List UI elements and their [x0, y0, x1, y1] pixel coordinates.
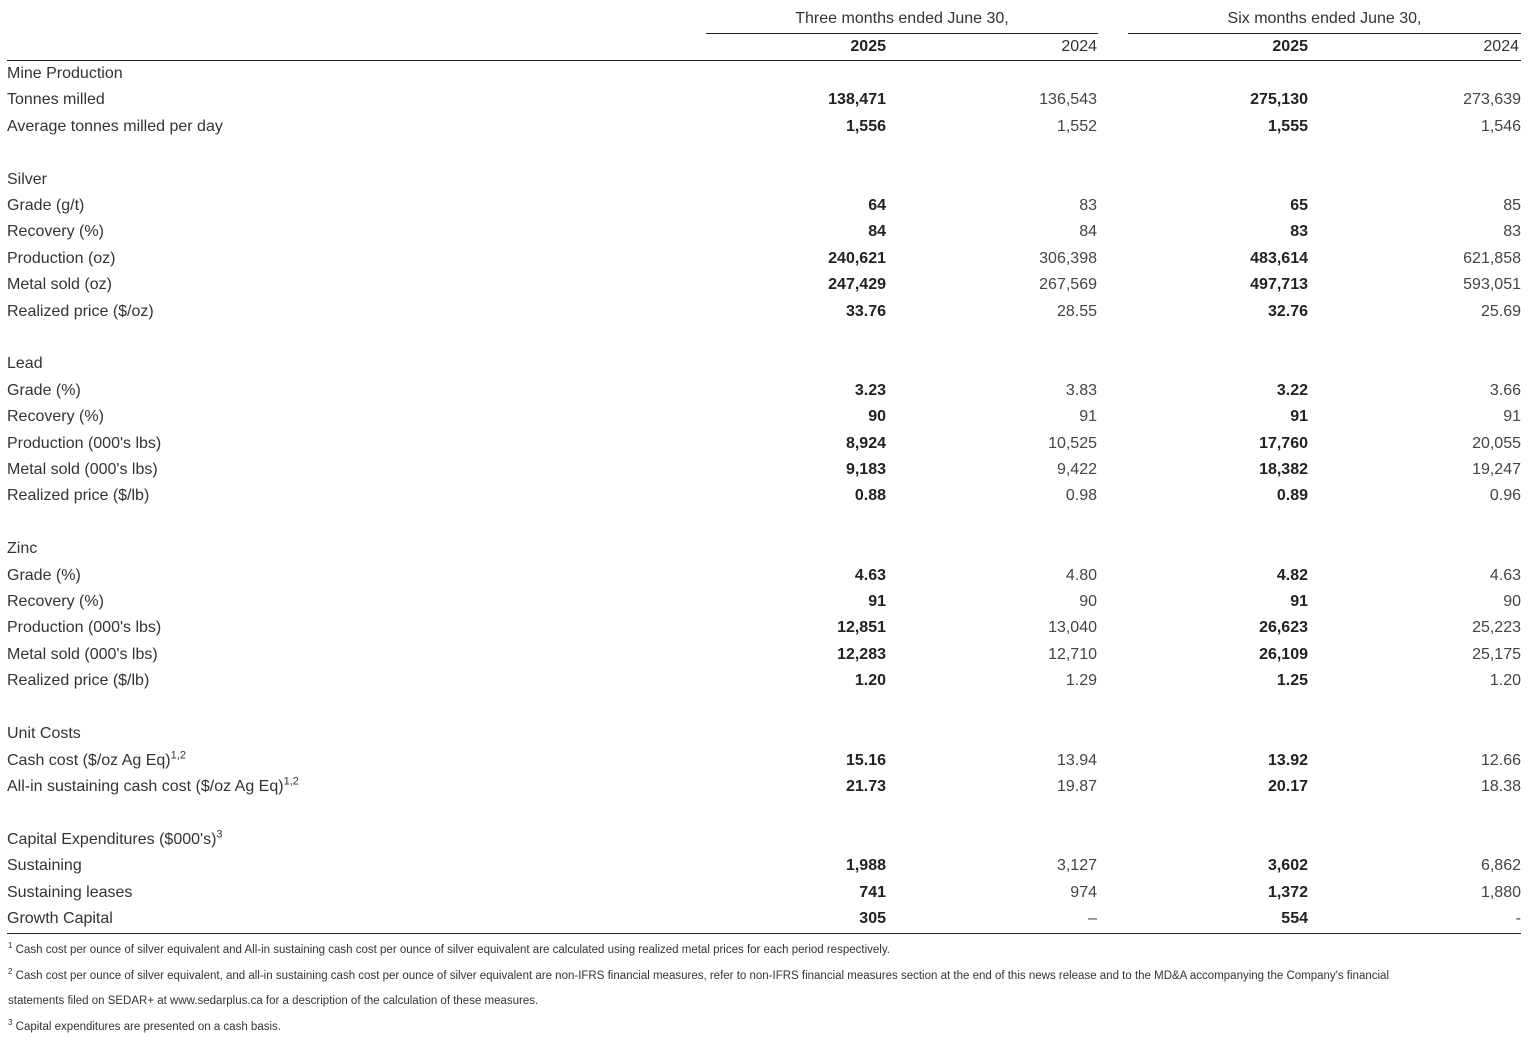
row-label-text: Recovery (%) — [7, 593, 104, 611]
value-h-2025: 4.82 — [1276, 566, 1308, 584]
value-q-2024: 19.87 — [1056, 777, 1097, 795]
table-row — [7, 589, 1521, 615]
value-h-2025: 13.92 — [1267, 751, 1308, 769]
footnote-text: Capital expenditures are presented on a cash basis. — [15, 1021, 281, 1033]
value-h-2025: 1,555 — [1267, 117, 1308, 135]
value-h-2024: - — [1515, 909, 1521, 927]
row-label-text: Average tonnes milled per day — [7, 117, 223, 135]
value-h-2025: 483,614 — [1250, 249, 1308, 267]
value-h-2024: 273,639 — [1463, 91, 1521, 109]
section-header-row — [7, 721, 1521, 747]
row-label-text: Recovery (%) — [7, 408, 104, 426]
section-label — [7, 536, 1521, 562]
section-label — [7, 827, 1521, 853]
header-six-months-rule — [1128, 33, 1521, 34]
table-row — [7, 668, 1521, 694]
row-label-text: Cash cost ($/oz Ag Eq) — [7, 751, 171, 769]
value-h-2025: 91 — [1290, 593, 1308, 611]
value-h-2025: 1,372 — [1267, 883, 1308, 901]
value-q-2025: 84 — [868, 223, 886, 241]
footnote-2 — [8, 967, 1389, 982]
row-label-text: Metal sold (oz) — [7, 276, 112, 294]
spacer-cell — [7, 510, 1521, 536]
row-label-text: Sustaining leases — [7, 883, 133, 901]
footnote-marker: 2 — [8, 967, 13, 977]
row-label — [7, 431, 706, 457]
section-label-text: Silver — [7, 170, 48, 188]
value-h-2024: 19,247 — [1472, 461, 1521, 479]
footnote-ref: 1,2 — [283, 775, 299, 788]
section-label-text: Lead — [7, 355, 43, 373]
section-label — [7, 167, 1521, 193]
value-q-2025: 12,283 — [837, 645, 886, 663]
value-q-2024: 28.55 — [1056, 302, 1097, 320]
spacer-cell — [7, 140, 1521, 166]
table-row — [7, 483, 1521, 509]
value-q-2025: 33.76 — [845, 302, 886, 320]
value-q-2024: 12,710 — [1048, 645, 1097, 663]
value-q-2024: 84 — [1079, 223, 1097, 241]
value-q-2024: 13,040 — [1048, 619, 1097, 637]
value-h-2025: 20.17 — [1267, 777, 1308, 795]
footnote-marker: 3 — [8, 1018, 13, 1028]
value-q-2025: 9,183 — [845, 461, 886, 479]
value-q-2025: 247,429 — [828, 276, 886, 294]
value-h-2024: 1.20 — [1489, 672, 1521, 690]
value-q-2025: 1.20 — [854, 672, 886, 690]
value-q-2025: 1,556 — [845, 117, 886, 135]
value-h-2025: 275,130 — [1250, 91, 1308, 109]
value-h-2024: 18.38 — [1480, 777, 1521, 795]
header-year-h-2025: 2025 — [1272, 38, 1308, 55]
row-label — [7, 87, 706, 113]
table-row — [7, 246, 1521, 272]
value-h-2025: 32.76 — [1267, 302, 1308, 320]
value-h-2024: 593,051 — [1463, 276, 1521, 294]
section-header-row — [7, 351, 1521, 377]
table-row — [7, 431, 1521, 457]
value-q-2025: 21.73 — [845, 777, 886, 795]
value-q-2025: 8,924 — [845, 434, 886, 452]
value-q-2025: 240,621 — [828, 249, 886, 267]
value-h-2025: 3,602 — [1267, 857, 1308, 875]
section-label — [7, 721, 1521, 747]
table-row — [7, 748, 1521, 774]
row-label — [7, 589, 706, 615]
footnote-2-continued — [8, 995, 538, 1007]
value-h-2025: 26,623 — [1259, 619, 1308, 637]
table-row — [7, 404, 1521, 430]
table-row — [7, 906, 1521, 932]
value-q-2024: 4.80 — [1065, 566, 1097, 584]
footnote-text: statements filed on SEDAR+ at www.sedarplus.ca for a description of the calculation of these measures. — [8, 995, 539, 1007]
section-header-row — [7, 61, 1521, 87]
spacer-row — [7, 695, 1521, 721]
row-label-text: Realized price ($/oz) — [7, 302, 154, 320]
value-q-2024: 10,525 — [1048, 434, 1097, 452]
value-h-2025: 91 — [1290, 408, 1308, 426]
value-h-2025: 18,382 — [1259, 461, 1308, 479]
table-row — [7, 880, 1521, 906]
footnote-text: Cash cost per ounce of silver equivalent and All-in sustaining cash cost per ounce of silver equivalent are calculated using realized metal prices for each period respectively. — [15, 944, 890, 956]
table-row — [7, 642, 1521, 668]
value-h-2024: 6,862 — [1480, 857, 1521, 875]
section-label-text: Zinc — [7, 540, 38, 558]
value-q-2024: 3.83 — [1065, 381, 1097, 399]
value-q-2024: 974 — [1070, 883, 1097, 901]
value-q-2024: 9,422 — [1056, 461, 1097, 479]
row-label — [7, 642, 706, 668]
header-six-months: Six months ended June 30, — [1227, 10, 1422, 27]
row-label — [7, 114, 706, 140]
row-label-text: All-in sustaining cash cost ($/oz Ag Eq) — [7, 777, 284, 795]
row-label — [7, 615, 706, 641]
table-row — [7, 853, 1521, 879]
value-h-2024: 12.66 — [1480, 751, 1521, 769]
header-year-q-2024: 2024 — [1061, 38, 1097, 55]
value-h-2024: 621,858 — [1463, 249, 1521, 267]
footnote-text: Cash cost per ounce of silver equivalent, and all-in sustaining cash cost per ounce of silver equivalent are non-IFRS financial measures, refer to non-IFRS financial measures section at the end of this news release and to the MD&A accompanying the Company's financial — [15, 970, 1389, 982]
row-label — [7, 404, 706, 430]
row-label — [7, 272, 706, 298]
table-row — [7, 299, 1521, 325]
value-h-2025: 65 — [1290, 197, 1308, 215]
spacer-row — [7, 325, 1521, 351]
value-q-2025: 138,471 — [828, 91, 886, 109]
row-label — [7, 906, 706, 932]
value-q-2024: 90 — [1079, 593, 1097, 611]
table-row — [7, 193, 1521, 219]
value-q-2025: 305 — [859, 909, 886, 927]
value-h-2025: 83 — [1290, 223, 1308, 241]
table-row — [7, 272, 1521, 298]
footnote-ref: 3 — [216, 828, 223, 841]
section-label-text: Mine Production — [7, 65, 123, 82]
value-q-2025: 90 — [868, 408, 886, 426]
row-label — [7, 193, 706, 219]
value-h-2024: 25,175 — [1472, 645, 1521, 663]
value-q-2025: 15.16 — [845, 751, 886, 769]
value-q-2024: 83 — [1079, 197, 1097, 215]
footnote-3 — [8, 1018, 281, 1033]
row-label-text: Recovery (%) — [7, 223, 104, 241]
value-h-2024: 1,880 — [1480, 883, 1521, 901]
row-label — [7, 774, 706, 800]
table-row — [7, 378, 1521, 404]
row-label — [7, 563, 706, 589]
spacer-row — [7, 510, 1521, 536]
row-label — [7, 246, 706, 272]
section-label-text: Capital Expenditures ($000's) — [7, 830, 217, 848]
row-label-text: Sustaining — [7, 857, 82, 875]
row-label — [7, 668, 706, 694]
value-q-2024: 1,552 — [1056, 117, 1097, 135]
row-label-text: Grade (%) — [7, 566, 81, 584]
spacer-row — [7, 800, 1521, 826]
value-q-2024: 13.94 — [1056, 751, 1097, 769]
header-year-h-2024: 2024 — [1483, 38, 1519, 55]
row-label-text: Metal sold (000's lbs) — [7, 461, 158, 479]
spacer-cell — [7, 800, 1521, 826]
value-h-2024: 85 — [1503, 197, 1521, 215]
row-label-text: Realized price ($/lb) — [7, 487, 150, 505]
row-label-text: Production (000's lbs) — [7, 619, 162, 637]
value-h-2024: 3.66 — [1489, 381, 1521, 399]
spacer-cell — [7, 695, 1521, 721]
value-h-2024: 25,223 — [1472, 619, 1521, 637]
table-row — [7, 87, 1521, 113]
value-q-2025: 12,851 — [837, 619, 886, 637]
value-q-2025: 91 — [868, 593, 886, 611]
spacer-cell — [7, 325, 1521, 351]
value-h-2024: 4.63 — [1489, 566, 1521, 584]
row-label — [7, 853, 706, 879]
value-q-2024: 3,127 — [1056, 857, 1097, 875]
section-label — [7, 351, 1521, 377]
value-q-2025: 741 — [859, 883, 886, 901]
row-label — [7, 378, 706, 404]
value-q-2024: 267,569 — [1039, 276, 1097, 294]
value-q-2024: – — [1088, 909, 1097, 927]
value-q-2024: 136,543 — [1039, 91, 1097, 109]
value-q-2024: 306,398 — [1039, 249, 1097, 267]
header-three-months-rule — [706, 33, 1098, 34]
section-label-text: Unit Costs — [7, 725, 81, 743]
production-table — [7, 61, 1521, 932]
table-row — [7, 219, 1521, 245]
header-year-q-2025: 2025 — [850, 38, 886, 55]
table-body — [7, 61, 1521, 932]
value-q-2025: 4.63 — [854, 566, 886, 584]
value-h-2025: 17,760 — [1259, 434, 1308, 452]
row-label — [7, 219, 706, 245]
value-h-2025: 26,109 — [1259, 645, 1308, 663]
section-header-row — [7, 167, 1521, 193]
row-label — [7, 483, 706, 509]
value-q-2025: 64 — [868, 197, 886, 215]
value-q-2024: 91 — [1079, 408, 1097, 426]
value-q-2025: 1,988 — [845, 857, 886, 875]
value-q-2024: 0.98 — [1065, 487, 1097, 505]
row-label — [7, 880, 706, 906]
value-h-2024: 0.96 — [1489, 487, 1521, 505]
table-row — [7, 457, 1521, 483]
value-h-2024: 20,055 — [1472, 434, 1521, 452]
footnote-1 — [8, 941, 890, 956]
value-h-2024: 90 — [1503, 593, 1521, 611]
section-header-row — [7, 827, 1521, 853]
value-h-2024: 1,546 — [1480, 117, 1521, 135]
header-three-months: Three months ended June 30, — [795, 10, 1009, 27]
footnote-marker: 1 — [8, 941, 13, 951]
row-label-text: Metal sold (000's lbs) — [7, 645, 158, 663]
section-label — [7, 61, 1521, 87]
value-h-2025: 1.25 — [1276, 672, 1308, 690]
row-label-text: Grade (%) — [7, 381, 81, 399]
table-row — [7, 563, 1521, 589]
row-label-text: Growth Capital — [7, 909, 113, 927]
row-label-text: Tonnes milled — [7, 91, 105, 109]
row-label-text: Realized price ($/lb) — [7, 672, 150, 690]
row-label-text: Production (oz) — [7, 249, 116, 267]
value-h-2024: 91 — [1503, 408, 1521, 426]
spacer-row — [7, 140, 1521, 166]
section-header-row — [7, 536, 1521, 562]
table-bottom-rule — [7, 933, 1521, 934]
value-q-2025: 3.23 — [854, 381, 886, 399]
table-row — [7, 774, 1521, 800]
value-h-2024: 25.69 — [1480, 302, 1521, 320]
value-h-2025: 497,713 — [1250, 276, 1308, 294]
row-label — [7, 299, 706, 325]
value-q-2024: 1.29 — [1065, 672, 1097, 690]
value-q-2025: 0.88 — [854, 487, 886, 505]
value-h-2025: 3.22 — [1276, 381, 1308, 399]
row-label-text: Grade (g/t) — [7, 197, 85, 215]
row-label — [7, 457, 706, 483]
footnote-ref: 1,2 — [170, 749, 186, 762]
row-label-text: Production (000's lbs) — [7, 434, 162, 452]
value-h-2025: 554 — [1281, 909, 1308, 927]
row-label — [7, 748, 706, 774]
table-row — [7, 114, 1521, 140]
value-h-2025: 0.89 — [1276, 487, 1308, 505]
value-h-2024: 83 — [1503, 223, 1521, 241]
table-row — [7, 615, 1521, 641]
